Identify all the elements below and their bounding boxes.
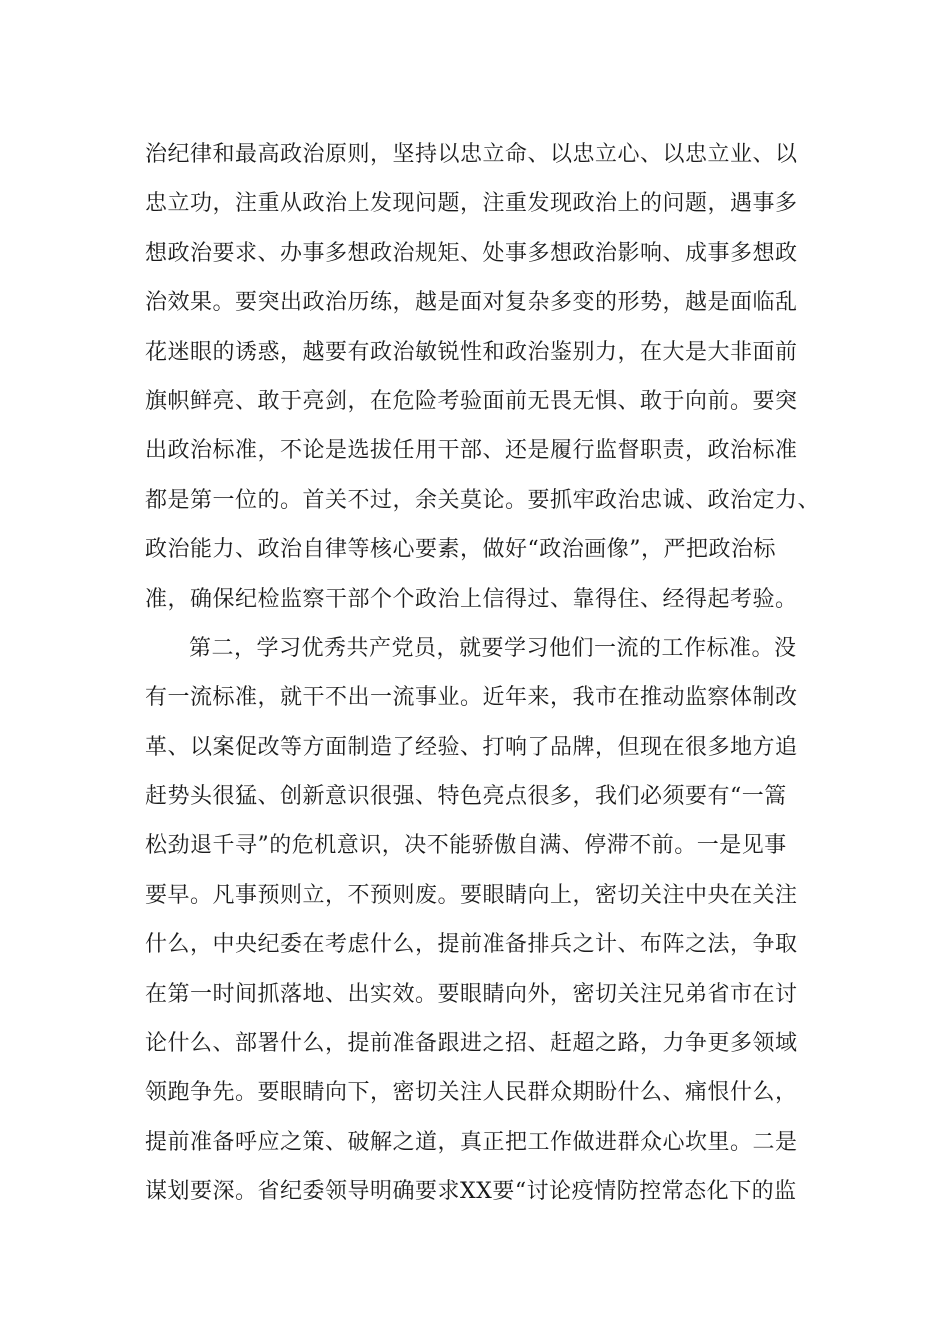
text-line: 有一流标准，就干不出一流事业。近年来，我市在推动监察体制改: [145, 685, 798, 711]
text-line: 领跑争先。要眼睛向下，密切关注人民群众期盼什么、痛恨什么，: [145, 1080, 798, 1106]
text-line: 提前准备呼应之策、破解之道，真正把工作做进群众心坎里。二是: [145, 1129, 798, 1155]
text-line: 论什么、部署什么，提前准备跟进之招、赶超之路，力争更多领域: [145, 1031, 798, 1057]
text-line: 要早。凡事预则立，不预则废。要眼睛向上，密切关注中央在关注: [145, 882, 798, 908]
text-line: 松劲退千寻”的危机意识，决不能骄傲自满、停滞不前。一是见事: [145, 833, 787, 859]
text-line: 忠立功，注重从政治上发现问题，注重发现政治上的问题，遇事多: [145, 191, 798, 217]
text-line: 出政治标准，不论是选拔任用干部、还是履行监督职责，政治标准: [145, 438, 798, 464]
text-line: 治纪律和最高政治原则，坚持以忠立命、以忠立心、以忠立业、以: [145, 142, 798, 167]
paragraph-start-line: 第二，学习优秀共产党员，就要学习他们一流的工作标准。没: [189, 635, 797, 661]
body-text: [145, 130, 845, 1217]
text-line: 都是第一位的。首关不过，余关莫论。要抓牢政治忠诚、政治定力、: [145, 487, 821, 513]
text-line: 革、以案促改等方面制造了经验、打响了品牌，但现在很多地方追: [145, 734, 798, 760]
text-line: 花迷眼的诱惑，越要有政治敏锐性和政治鉴别力，在大是大非面前: [145, 339, 798, 365]
text-line: 旗帜鲜亮、敢于亮剑，在危险考验面前无畏无惧、敢于向前。要突: [145, 388, 798, 414]
text-line: 谋划要深。省纪委领导明确要求XX要“讨论疫情防控常态化下的监: [145, 1179, 797, 1205]
text-line: 准，确保纪检监察干部个个政治上信得过、靠得住、经得起考验。: [145, 586, 798, 612]
text-line: 想政治要求、办事多想政治规矩、处事多想政治影响、成事多想政: [145, 240, 798, 266]
text-line: 什么，中央纪委在考虑什么，提前准备排兵之计、布阵之法，争取: [145, 932, 798, 958]
text-line: 治效果。要突出政治历练，越是面对复杂多变的形势，越是面临乱: [145, 290, 798, 316]
text-line: 赶势头很猛、创新意识很强、特色亮点很多，我们必须要有“一篙: [145, 784, 787, 810]
text-line: 政治能力、政治自律等核心要素，做好“政治画像”，严把政治标: [145, 537, 776, 563]
text-line: 在第一时间抓落地、出实效。要眼睛向外，密切关注兄弟省市在讨: [145, 981, 798, 1007]
